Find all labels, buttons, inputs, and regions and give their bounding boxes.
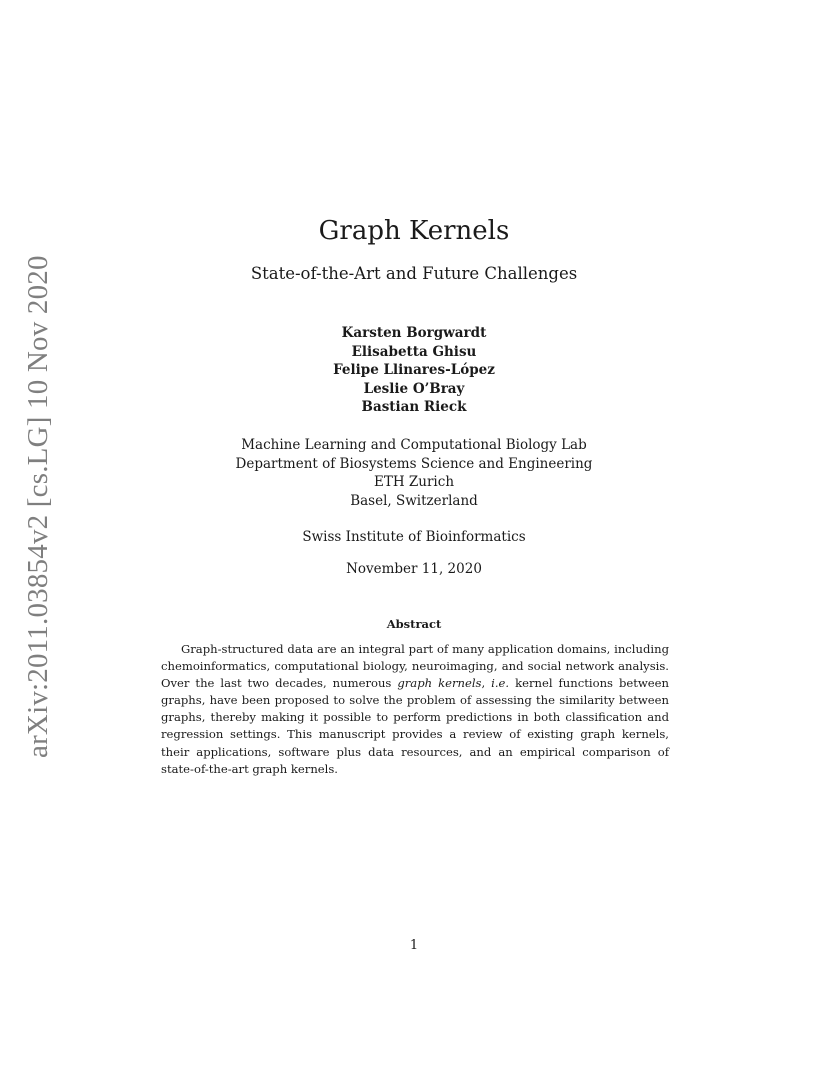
abstract-text	[161, 641, 669, 778]
author-name: Bastian Rieck	[361, 399, 467, 416]
abstract-text-part: kernel functions between graphs, have been proposed to solve the problem of assessing the similarity between graphs, thereby making it possible to perform predictions in both classification and regression settings. This manuscript provides a review of existing graph kernels, their applications, software plus data resources, and an empirical comparison of state-of-the-art graph kernels.	[161, 676, 669, 776]
affiliation-university: ETH Zurich	[373, 474, 455, 491]
arxiv-identifier-stamp: arXiv:2011.03854v2 [cs.LG] 10 Nov 2020	[22, 255, 54, 758]
author-name: Karsten Borgwardt	[341, 325, 487, 341]
abstract-heading: Abstract	[386, 617, 442, 631]
abstract-emphasis-graph-kernels: graph kernels	[397, 676, 482, 691]
abstract-text-part: ,	[481, 676, 492, 691]
affiliation-block	[0, 436, 828, 510]
author-name: Felipe Llinares-López	[333, 362, 495, 379]
author-list	[0, 324, 828, 417]
affiliation-department: Department of Biosystems Science and Engineering	[235, 455, 593, 472]
paper-title: Graph Kernels	[318, 216, 510, 246]
paper-subtitle: State-of-the-Art and Future Challenges	[250, 264, 578, 283]
page-number: 1	[409, 938, 419, 953]
affiliation-institute: Swiss Institute of Bioinformatics	[302, 529, 526, 545]
author-name: Leslie O’Bray	[363, 380, 465, 397]
abstract-emphasis-ie: i.e.	[491, 676, 510, 691]
affiliation-lab: Machine Learning and Computational Biology Lab	[241, 437, 587, 453]
affiliation-location: Basel, Switzerland	[350, 492, 478, 509]
abstract-text-part: Graph-structured data are an integral part of many application domains, including chemoinformatics, computational biology, neuroimaging, and social network analysis. Over the last two decades, numerous	[161, 642, 669, 691]
author-name: Elisabetta Ghisu	[351, 343, 477, 360]
publication-date: November 11, 2020	[346, 561, 482, 577]
